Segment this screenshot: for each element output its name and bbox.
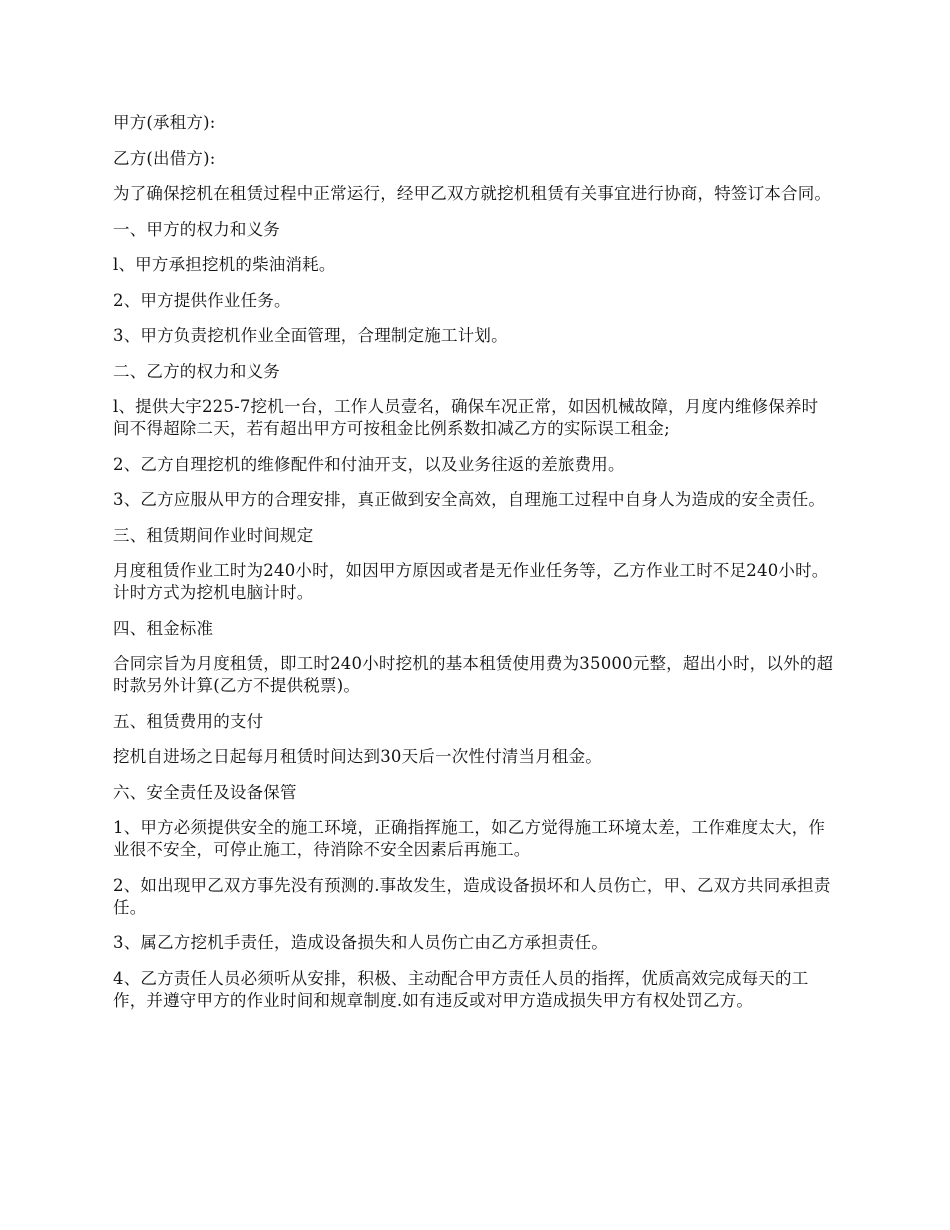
party-a-line: 甲方(承租方): bbox=[113, 113, 216, 132]
clause-paragraph: 3、属乙方挖机手责任，造成设备损失和人员伤亡由乙方承担责任。 bbox=[113, 933, 608, 952]
clause-paragraph: 3、甲方负责挖机作业全面管理，合理制定施工计划。 bbox=[113, 326, 508, 345]
clause-paragraph: 4、乙方责任人员必须听从安排，积极、主动配合甲方责任人员的指挥，优质高效完成每天的工作，并遵守甲方的作业时间和规章制度.如有违反或对甲方造成损失甲方有权处罚乙方。 bbox=[113, 968, 809, 1010]
clause-paragraph: 月度租赁作业工时为240小时，如因甲方原因或者是无作业任务等，乙方作业工时不足240小时。计时方式为挖机电脑计时。 bbox=[113, 561, 829, 602]
contract-document bbox=[113, 112, 835, 1025]
clause-paragraph: 2、甲方提供作业任务。 bbox=[113, 290, 291, 310]
section-heading-safety: 六、安全责任及设备保管 bbox=[113, 782, 297, 802]
clause-paragraph: 2、乙方自理挖机的维修配件和付油开支，以及业务往返的差旅费用。 bbox=[113, 454, 625, 474]
clause-paragraph: 合同宗旨为月度租赁，即工时240小时挖机的基本租赁使用费为35000元整，超出小时，以外的超时款另外计算(乙方不提供税票)。 bbox=[113, 654, 834, 695]
section-heading-party-a-rights: 一、甲方的权力和义务 bbox=[113, 219, 280, 239]
clause-paragraph: l、甲方承担挖机的柴油消耗。 bbox=[113, 255, 336, 274]
clause-paragraph: 3、乙方应服从甲方的合理安排，真正做到安全高效，自理施工过程中自身人为造成的安全责任。 bbox=[113, 490, 826, 509]
clause-paragraph: 2、如出现甲乙双方事先没有预测的.事故发生，造成设备损坏和人员伤亡，甲、乙双方共同承担责任。 bbox=[113, 875, 831, 917]
contract-preamble: 为了确保挖机在租赁过程中正常运行，经甲乙双方就挖机租赁有关事宜进行协商，特签订本合同。 bbox=[113, 184, 832, 203]
section-heading-payment: 五、租赁费用的支付 bbox=[113, 711, 264, 731]
clause-paragraph: l、提供大宇225-7挖机一台，工作人员壹名，确保车况正常，如因机械故障，月度内维修保养时间不得超除二天，若有超出甲方可按租金比例系数扣减乙方的实际误工租金; bbox=[113, 397, 819, 438]
clause-paragraph: 挖机自进场之日起每月租赁时间达到30天后一次性付清当月租金。 bbox=[113, 747, 602, 766]
section-heading-rent-standard: 四、租金标准 bbox=[113, 618, 214, 638]
party-b-line: 乙方(出借方): bbox=[113, 148, 216, 168]
section-heading-work-hours: 三、租赁期间作业时间规定 bbox=[113, 525, 314, 545]
section-heading-party-b-rights: 二、乙方的权力和义务 bbox=[113, 361, 280, 381]
clause-paragraph: 1、甲方必须提供安全的施工环境，正确指挥施工，如乙方觉得施工环境太差，工作难度太大，作业很不安全，可停止施工，待消除不安全因素后再施工。 bbox=[113, 818, 826, 859]
